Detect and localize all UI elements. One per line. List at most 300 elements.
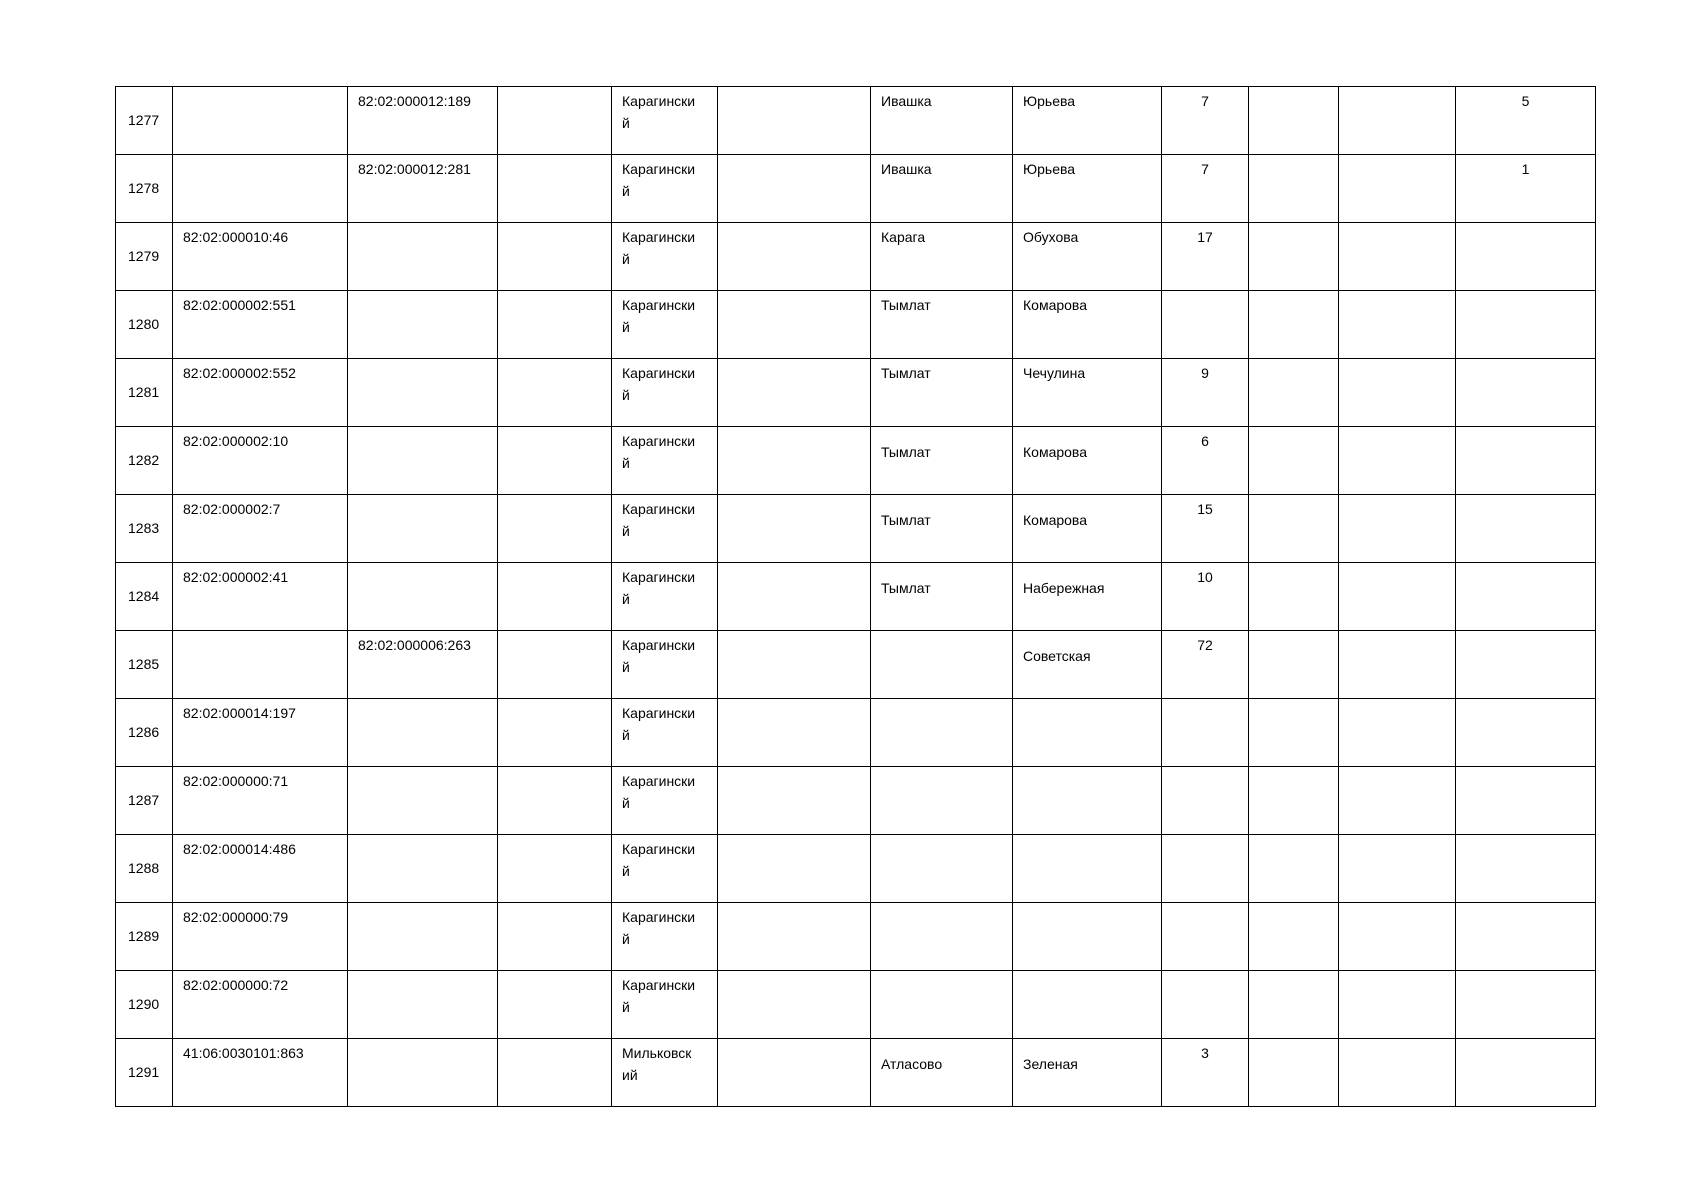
flat-number-cell bbox=[1456, 563, 1596, 631]
district-cell bbox=[612, 87, 718, 155]
cadastral-number-2-cell bbox=[348, 563, 498, 631]
house-number-text: 6 bbox=[1201, 433, 1209, 449]
flat-number-text: 1 bbox=[1521, 161, 1530, 177]
street-text: Чечулина bbox=[1023, 365, 1086, 381]
cadastral-number-cell bbox=[173, 87, 348, 155]
empty-cell bbox=[1249, 631, 1339, 699]
house-number-text bbox=[1162, 699, 1248, 702]
flat-number-text: 5 bbox=[1521, 93, 1530, 109]
empty-cell bbox=[498, 155, 612, 223]
locality-cell bbox=[871, 427, 1013, 495]
empty-cell bbox=[718, 699, 871, 767]
district-cell bbox=[612, 223, 718, 291]
empty-text bbox=[1339, 495, 1455, 498]
row-number-cell bbox=[116, 835, 173, 903]
flat-number-text bbox=[1456, 563, 1595, 566]
street-cell bbox=[1013, 155, 1162, 223]
locality-cell bbox=[871, 767, 1013, 835]
cadastral-number-2-cell bbox=[348, 359, 498, 427]
district-cell bbox=[612, 699, 718, 767]
locality-cell bbox=[871, 563, 1013, 631]
flat-number-text bbox=[1456, 699, 1595, 702]
row-number-cell bbox=[116, 903, 173, 971]
empty-cell bbox=[718, 87, 871, 155]
flat-number-cell bbox=[1456, 631, 1596, 699]
empty-cell bbox=[718, 631, 871, 699]
locality-cell bbox=[871, 495, 1013, 563]
table-row bbox=[116, 495, 1596, 563]
empty-cell bbox=[718, 835, 871, 903]
district-cell bbox=[612, 903, 718, 971]
empty-cell bbox=[498, 87, 612, 155]
cadastral-number-cell bbox=[173, 155, 348, 223]
empty-cell bbox=[1249, 291, 1339, 359]
locality-text bbox=[871, 699, 1012, 702]
empty-text bbox=[1339, 1039, 1455, 1042]
empty-text bbox=[718, 495, 870, 498]
locality-cell bbox=[871, 631, 1013, 699]
empty-text bbox=[1249, 87, 1338, 90]
house-number-text bbox=[1162, 291, 1248, 294]
district-text: Карагински й bbox=[622, 93, 696, 131]
flat-number-text bbox=[1456, 835, 1595, 838]
district-text: Карагински й bbox=[622, 297, 696, 335]
street-text: Юрьева bbox=[1023, 161, 1076, 177]
cadastral-number-2-text bbox=[348, 495, 497, 498]
flat-number-text bbox=[1456, 971, 1595, 974]
empty-text bbox=[498, 223, 611, 226]
house-number-cell bbox=[1162, 427, 1249, 495]
street-text: Зеленая bbox=[1023, 1056, 1078, 1072]
empty-cell bbox=[498, 291, 612, 359]
row-number-text: 1291 bbox=[128, 1064, 160, 1080]
empty-cell bbox=[498, 767, 612, 835]
district-cell bbox=[612, 495, 718, 563]
street-cell bbox=[1013, 87, 1162, 155]
empty-text bbox=[1249, 903, 1338, 906]
table-row bbox=[116, 835, 1596, 903]
empty-text bbox=[498, 495, 611, 498]
cadastral-number-2-cell bbox=[348, 971, 498, 1039]
row-number-text: 1278 bbox=[128, 180, 160, 196]
cadastral-number-cell bbox=[173, 699, 348, 767]
empty-text bbox=[1249, 1039, 1338, 1042]
empty-text bbox=[1339, 427, 1455, 430]
cadastral-number-cell bbox=[173, 767, 348, 835]
table-row bbox=[116, 1039, 1596, 1107]
empty-cell bbox=[1339, 291, 1456, 359]
empty-cell bbox=[1249, 359, 1339, 427]
house-number-cell bbox=[1162, 903, 1249, 971]
flat-number-text bbox=[1456, 631, 1595, 634]
cadastral-number-2-text bbox=[348, 835, 497, 838]
flat-number-text bbox=[1456, 903, 1595, 906]
locality-cell bbox=[871, 699, 1013, 767]
empty-cell bbox=[718, 903, 871, 971]
district-cell bbox=[612, 155, 718, 223]
cadastral-number-text: 82:02:000000:72 bbox=[183, 977, 289, 993]
row-number-cell bbox=[116, 767, 173, 835]
cadastral-number-2-text bbox=[348, 971, 497, 974]
row-number-text: 1284 bbox=[128, 588, 160, 604]
cadastral-number-2-text bbox=[348, 767, 497, 770]
flat-number-cell bbox=[1456, 223, 1596, 291]
empty-cell bbox=[1249, 767, 1339, 835]
house-number-cell bbox=[1162, 1039, 1249, 1107]
house-number-cell bbox=[1162, 699, 1249, 767]
row-number-text: 1281 bbox=[128, 384, 160, 400]
house-number-text: 9 bbox=[1201, 365, 1209, 381]
records-table bbox=[115, 86, 1596, 1107]
row-number-cell bbox=[116, 699, 173, 767]
empty-cell bbox=[1249, 1039, 1339, 1107]
row-number-cell bbox=[116, 223, 173, 291]
locality-cell bbox=[871, 291, 1013, 359]
empty-text bbox=[718, 1039, 870, 1042]
table-row bbox=[116, 87, 1596, 155]
street-text: Комарова bbox=[1023, 297, 1087, 313]
row-number-cell bbox=[116, 155, 173, 223]
street-cell bbox=[1013, 495, 1162, 563]
empty-text bbox=[718, 699, 870, 702]
district-text: Карагински й bbox=[622, 773, 696, 811]
empty-text bbox=[498, 155, 611, 158]
row-number-text: 1286 bbox=[128, 724, 160, 740]
empty-cell bbox=[498, 359, 612, 427]
locality-text bbox=[871, 835, 1012, 838]
house-number-cell bbox=[1162, 155, 1249, 223]
row-number-text: 1279 bbox=[128, 248, 160, 264]
district-text: Карагински й bbox=[622, 977, 696, 1015]
empty-cell bbox=[1249, 87, 1339, 155]
empty-text bbox=[498, 563, 611, 566]
empty-text bbox=[1249, 155, 1338, 158]
cadastral-number-cell bbox=[173, 971, 348, 1039]
street-cell bbox=[1013, 699, 1162, 767]
empty-cell bbox=[1249, 835, 1339, 903]
cadastral-number-2-cell bbox=[348, 1039, 498, 1107]
district-text: Карагински й bbox=[622, 161, 696, 199]
district-text: Карагински й bbox=[622, 909, 696, 947]
empty-text bbox=[498, 427, 611, 430]
empty-text bbox=[498, 767, 611, 770]
cadastral-number-cell bbox=[173, 563, 348, 631]
empty-text bbox=[1249, 495, 1338, 498]
empty-cell bbox=[1339, 87, 1456, 155]
flat-number-cell bbox=[1456, 903, 1596, 971]
empty-cell bbox=[718, 971, 871, 1039]
table-row bbox=[116, 903, 1596, 971]
empty-cell bbox=[1339, 359, 1456, 427]
cadastral-number-text: 82:02:000002:551 bbox=[183, 297, 296, 313]
cadastral-number-2-text bbox=[348, 903, 497, 906]
empty-text bbox=[498, 903, 611, 906]
house-number-text: 15 bbox=[1197, 501, 1213, 517]
cadastral-number-2-text bbox=[348, 427, 497, 430]
cadastral-number-2-text bbox=[348, 291, 497, 294]
locality-cell bbox=[871, 155, 1013, 223]
house-number-cell bbox=[1162, 767, 1249, 835]
cadastral-number-cell bbox=[173, 223, 348, 291]
flat-number-text bbox=[1456, 427, 1595, 430]
house-number-text: 3 bbox=[1201, 1045, 1209, 1061]
flat-number-text bbox=[1456, 359, 1595, 362]
locality-cell bbox=[871, 223, 1013, 291]
locality-text bbox=[871, 767, 1012, 770]
row-number-text: 1287 bbox=[128, 792, 160, 808]
row-number-text: 1282 bbox=[128, 452, 160, 468]
empty-cell bbox=[718, 359, 871, 427]
cadastral-number-2-cell bbox=[348, 155, 498, 223]
row-number-cell bbox=[116, 971, 173, 1039]
locality-text bbox=[871, 631, 1012, 645]
empty-text bbox=[1249, 359, 1338, 362]
cadastral-number-2-cell bbox=[348, 631, 498, 699]
table-row bbox=[116, 359, 1596, 427]
cadastral-number-2-cell bbox=[348, 291, 498, 359]
empty-cell bbox=[718, 767, 871, 835]
empty-text bbox=[1249, 971, 1338, 974]
row-number-text: 1280 bbox=[128, 316, 160, 332]
locality-text: Тымлат bbox=[881, 297, 931, 313]
district-text: Карагински й bbox=[622, 569, 696, 607]
row-number-cell bbox=[116, 87, 173, 155]
locality-text: Атласово bbox=[881, 1056, 943, 1072]
locality-text: Карага bbox=[881, 229, 926, 245]
locality-cell bbox=[871, 1039, 1013, 1107]
district-cell bbox=[612, 427, 718, 495]
cadastral-number-2-text bbox=[348, 699, 497, 702]
empty-text bbox=[1249, 427, 1338, 430]
empty-cell bbox=[1339, 563, 1456, 631]
cadastral-number-2-cell bbox=[348, 767, 498, 835]
cadastral-number-2-cell bbox=[348, 87, 498, 155]
flat-number-cell bbox=[1456, 767, 1596, 835]
cadastral-number-cell bbox=[173, 1039, 348, 1107]
row-number-text: 1290 bbox=[128, 996, 160, 1012]
empty-text bbox=[1249, 223, 1338, 226]
empty-cell bbox=[1249, 155, 1339, 223]
row-number-text: 1288 bbox=[128, 860, 160, 876]
locality-text: Тымлат bbox=[881, 580, 931, 596]
empty-text bbox=[498, 631, 611, 634]
house-number-cell bbox=[1162, 359, 1249, 427]
house-number-text: 17 bbox=[1197, 229, 1213, 245]
house-number-cell bbox=[1162, 223, 1249, 291]
empty-text bbox=[1249, 835, 1338, 838]
row-number-cell bbox=[116, 291, 173, 359]
empty-cell bbox=[1339, 903, 1456, 971]
cadastral-number-text: 82:02:000014:486 bbox=[183, 841, 296, 857]
district-text: Карагински й bbox=[622, 229, 696, 267]
empty-text bbox=[718, 971, 870, 974]
empty-text bbox=[1339, 835, 1455, 838]
cadastral-number-2-text: 82:02:000012:189 bbox=[358, 93, 471, 109]
empty-cell bbox=[1339, 495, 1456, 563]
cadastral-number-text: 82:02:000002:552 bbox=[183, 365, 296, 381]
cadastral-number-cell bbox=[173, 291, 348, 359]
cadastral-number-cell bbox=[173, 495, 348, 563]
row-number-text: 1285 bbox=[128, 656, 160, 672]
empty-text bbox=[1339, 87, 1455, 90]
cadastral-number-2-cell bbox=[348, 495, 498, 563]
locality-cell bbox=[871, 87, 1013, 155]
locality-cell bbox=[871, 359, 1013, 427]
row-number-cell bbox=[116, 631, 173, 699]
empty-cell bbox=[718, 427, 871, 495]
street-cell bbox=[1013, 903, 1162, 971]
empty-cell bbox=[1339, 427, 1456, 495]
cadastral-number-text: 82:02:000002:10 bbox=[183, 433, 289, 449]
street-cell bbox=[1013, 427, 1162, 495]
empty-cell bbox=[718, 495, 871, 563]
empty-cell bbox=[1339, 699, 1456, 767]
table-row bbox=[116, 563, 1596, 631]
row-number-cell bbox=[116, 563, 173, 631]
cadastral-number-cell bbox=[173, 427, 348, 495]
cadastral-number-2-cell bbox=[348, 903, 498, 971]
locality-cell bbox=[871, 971, 1013, 1039]
cadastral-number-2-cell bbox=[348, 427, 498, 495]
cadastral-number-2-cell bbox=[348, 699, 498, 767]
empty-text bbox=[1249, 631, 1338, 634]
cadastral-number-cell bbox=[173, 631, 348, 699]
empty-text bbox=[718, 903, 870, 906]
locality-text: Ивашка bbox=[881, 93, 932, 109]
cadastral-number-text: 82:02:000010:46 bbox=[183, 229, 289, 245]
empty-text bbox=[1339, 699, 1455, 702]
house-number-cell bbox=[1162, 563, 1249, 631]
cadastral-number-text bbox=[173, 87, 347, 90]
empty-text bbox=[718, 155, 870, 158]
locality-text bbox=[871, 971, 1012, 974]
empty-cell bbox=[718, 291, 871, 359]
flat-number-cell bbox=[1456, 699, 1596, 767]
locality-text: Ивашка bbox=[881, 161, 932, 177]
empty-text bbox=[1249, 699, 1338, 702]
district-text: Мильковск ий bbox=[622, 1045, 692, 1083]
empty-cell bbox=[1339, 1039, 1456, 1107]
flat-number-text bbox=[1456, 291, 1595, 294]
house-number-cell bbox=[1162, 291, 1249, 359]
street-cell bbox=[1013, 971, 1162, 1039]
locality-text: Тымлат bbox=[881, 512, 931, 528]
empty-text bbox=[1339, 155, 1455, 158]
street-cell bbox=[1013, 291, 1162, 359]
district-cell bbox=[612, 971, 718, 1039]
empty-text bbox=[718, 767, 870, 770]
empty-text bbox=[1249, 291, 1338, 294]
empty-text bbox=[718, 359, 870, 362]
empty-cell bbox=[498, 223, 612, 291]
flat-number-cell bbox=[1456, 971, 1596, 1039]
house-number-text bbox=[1162, 903, 1248, 906]
district-text: Карагински й bbox=[622, 433, 696, 471]
house-number-cell bbox=[1162, 631, 1249, 699]
street-text: Набережная bbox=[1023, 580, 1105, 596]
house-number-text: 72 bbox=[1197, 637, 1213, 653]
table-row bbox=[116, 291, 1596, 359]
locality-text: Тымлат bbox=[881, 444, 931, 460]
table-row bbox=[116, 631, 1596, 699]
flat-number-cell bbox=[1456, 291, 1596, 359]
empty-cell bbox=[1339, 631, 1456, 699]
table-body bbox=[116, 87, 1596, 1107]
street-cell bbox=[1013, 1039, 1162, 1107]
row-number-cell bbox=[116, 495, 173, 563]
empty-text bbox=[1339, 223, 1455, 226]
cadastral-number-cell bbox=[173, 903, 348, 971]
cadastral-number-text: 82:02:000002:7 bbox=[183, 501, 281, 517]
house-number-cell bbox=[1162, 495, 1249, 563]
cadastral-number-2-text bbox=[348, 1039, 497, 1042]
cadastral-number-2-text bbox=[348, 359, 497, 362]
cadastral-number-2-cell bbox=[348, 223, 498, 291]
empty-text bbox=[718, 631, 870, 634]
empty-cell bbox=[1249, 223, 1339, 291]
empty-text bbox=[718, 87, 870, 90]
empty-cell bbox=[1339, 223, 1456, 291]
flat-number-cell bbox=[1456, 495, 1596, 563]
cadastral-number-2-text bbox=[348, 223, 497, 226]
empty-cell bbox=[1249, 495, 1339, 563]
empty-cell bbox=[498, 971, 612, 1039]
row-number-text: 1283 bbox=[128, 520, 160, 536]
street-cell bbox=[1013, 563, 1162, 631]
locality-text: Тымлат bbox=[881, 365, 931, 381]
district-text: Карагински й bbox=[622, 365, 696, 403]
empty-text bbox=[1339, 291, 1455, 294]
empty-cell bbox=[498, 563, 612, 631]
table-row bbox=[116, 699, 1596, 767]
street-text bbox=[1013, 699, 1161, 702]
district-cell bbox=[612, 563, 718, 631]
house-number-text bbox=[1162, 835, 1248, 838]
house-number-cell bbox=[1162, 971, 1249, 1039]
table-row bbox=[116, 155, 1596, 223]
street-cell bbox=[1013, 767, 1162, 835]
empty-cell bbox=[1249, 563, 1339, 631]
empty-cell bbox=[1339, 155, 1456, 223]
cadastral-number-text: 82:02:000002:41 bbox=[183, 569, 289, 585]
street-cell bbox=[1013, 359, 1162, 427]
empty-cell bbox=[498, 699, 612, 767]
empty-cell bbox=[718, 155, 871, 223]
district-cell bbox=[612, 359, 718, 427]
flat-number-cell bbox=[1456, 155, 1596, 223]
empty-cell bbox=[498, 835, 612, 903]
row-number-text: 1289 bbox=[128, 928, 160, 944]
locality-text bbox=[871, 903, 1012, 906]
street-text: Юрьева bbox=[1023, 93, 1076, 109]
empty-cell bbox=[1339, 835, 1456, 903]
empty-text bbox=[718, 835, 870, 838]
empty-text bbox=[498, 87, 611, 90]
street-cell bbox=[1013, 835, 1162, 903]
cadastral-number-text: 82:02:000014:197 bbox=[183, 705, 296, 721]
cadastral-number-cell bbox=[173, 835, 348, 903]
street-text: Комарова bbox=[1023, 444, 1087, 460]
district-cell bbox=[612, 291, 718, 359]
empty-cell bbox=[718, 223, 871, 291]
empty-text bbox=[1339, 903, 1455, 906]
empty-cell bbox=[1339, 971, 1456, 1039]
row-number-cell bbox=[116, 427, 173, 495]
street-cell bbox=[1013, 223, 1162, 291]
row-number-cell bbox=[116, 359, 173, 427]
empty-text bbox=[1339, 563, 1455, 566]
district-text: Карагински й bbox=[622, 637, 696, 675]
